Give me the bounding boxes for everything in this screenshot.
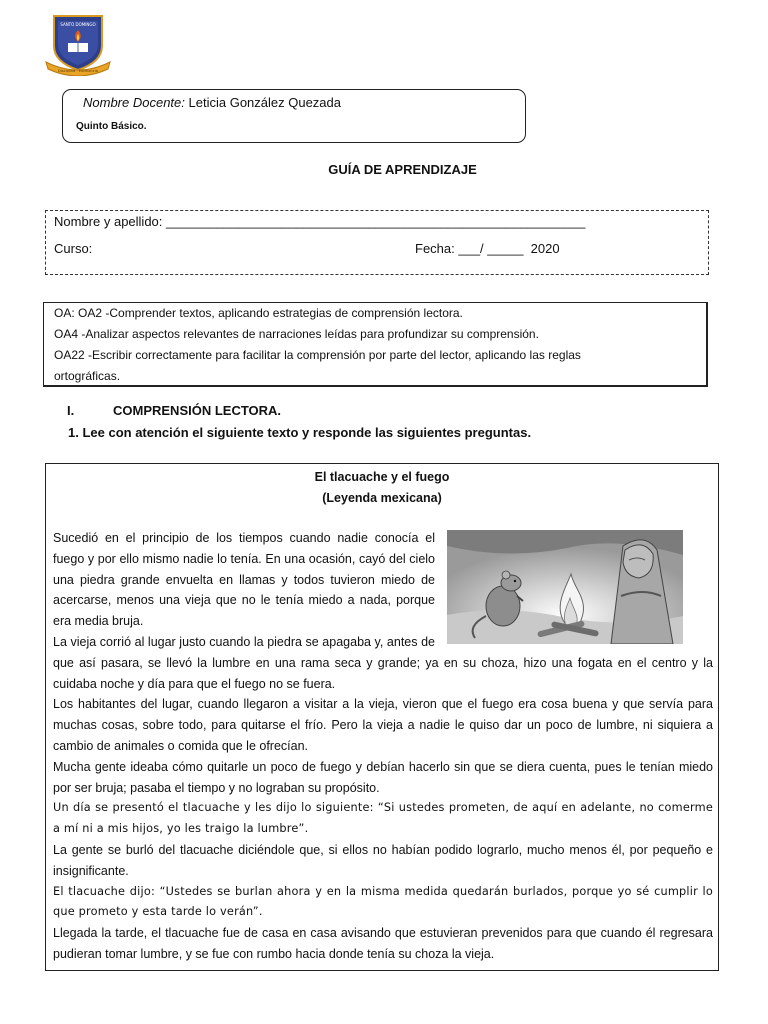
objective-line: OA: OA2 -Comprender textos, aplicando estrategias de comprensión lectora.: [54, 306, 463, 320]
objective-line: ortográficas.: [54, 369, 121, 383]
student-info-box: [45, 210, 709, 275]
objectives-box: [43, 302, 708, 387]
teacher-label: Nombre Docente:: [83, 95, 185, 110]
story-box: [45, 463, 719, 971]
reading-instruction: 1. Lee con atención el siguiente texto y responde las siguientes preguntas.: [68, 425, 532, 440]
teacher-name-line: [83, 95, 341, 110]
date-field[interactable]: Fecha: ___/ _____ 2020: [415, 241, 560, 256]
teacher-name: Leticia González Quezada: [188, 95, 341, 110]
guide-title: GUÍA DE APRENDIZAJE: [328, 162, 477, 177]
story-paragraph: Los habitantes del lugar, cuando llegaron a visitar a la vieja, vieron que el fuego era cosa buena y que servía para muchas cosas, sobre todo, para quitarse el frío. Pero la vieja a nadie le quiso dar un poco de lumbre, ni siquiera a cambio de animales o comida que le ofrecían.: [53, 697, 713, 753]
guide-title-row: [0, 162, 768, 177]
story-paragraph: Un día se presentó el tlacuache y les dijo lo siguiente: “Si ustedes prometen, de aquí en adelante, no comerme a mí ni a mis hijos, yo les traigo la lumbre”.: [53, 801, 713, 836]
student-name-field[interactable]: Nombre y apellido: __________________________________________________________: [54, 214, 586, 229]
story-paragraph: Mucha gente ideaba cómo quitarle un poco de fuego y debían hacerlo sin que se diera cuenta, pues le tenían miedo por ser bruja; pasaba el tiempo y no lograban su propósito.: [53, 759, 713, 795]
story-title: El tlacuache y el fuego: [314, 470, 450, 484]
svg-text:SANTO DOMINGO: SANTO DOMINGO: [60, 22, 96, 27]
story-text: [53, 528, 713, 965]
story-paragraph: La gente se burló del tlacuache diciéndole que, si ellos no habían podido lograrlo, mucho menos él, por pequeño e insignificante.: [53, 842, 713, 878]
story-paragraph: La vieja corrió al lugar justo cuando la piedra se apagaba y, antes de que así pasara, se llevó la lumbre en una rama seca y grande; ya en su choza, hizo una fogata en el centro y la cuidaba noche y día para que el fuego no se fuera.: [53, 634, 713, 691]
course-field[interactable]: Curso:: [54, 241, 93, 256]
story-paragraph: Llegada la tarde, el tlacuache fue de casa en casa avisando que estuvieran prevenidos para que cuando él regresara pudieran tomar lumbre, y se fue con rumbo hacia donde tenía su choza la vieja.: [53, 926, 713, 961]
story-paragraph: El tlacuache dijo: “Ustedes se burlan ahora y en la misma medida quedarán burlados, porque yo sé cumplir lo que prometo y esta tarde lo verán”.: [53, 884, 713, 919]
school-crest-icon: [42, 12, 114, 76]
grade-label: Quinto Básico.: [76, 121, 147, 132]
teacher-info-box: [62, 89, 526, 143]
section-title: COMPRENSIÓN LECTORA.: [113, 403, 282, 418]
story-subtitle: (Leyenda mexicana): [322, 491, 442, 505]
tlacuache-fire-illustration: [447, 530, 683, 644]
objective-line: OA22 -Escribir correctamente para facilitar la comprensión por parte del lector, aplicando las reglas: [54, 348, 581, 362]
objective-line: OA4 -Analizar aspectos relevantes de narraciones leídas para profundizar su comprensión.: [54, 327, 539, 341]
story-paragraph: Sucedió en el principio de los tiempos cuando nadie conocía el fuego y por ello mismo nadie lo tenía. En una ocasión, cayó del cielo una piedra grande envuelta en llamas y todos tuvieron miedo de acercarse, menos una vieja que no le tenía miedo a nada, porque era media bruja.: [53, 531, 435, 629]
section-number: I.: [67, 403, 75, 418]
svg-text:Disciplina · Excelencia: Disciplina · Excelencia: [58, 69, 98, 73]
